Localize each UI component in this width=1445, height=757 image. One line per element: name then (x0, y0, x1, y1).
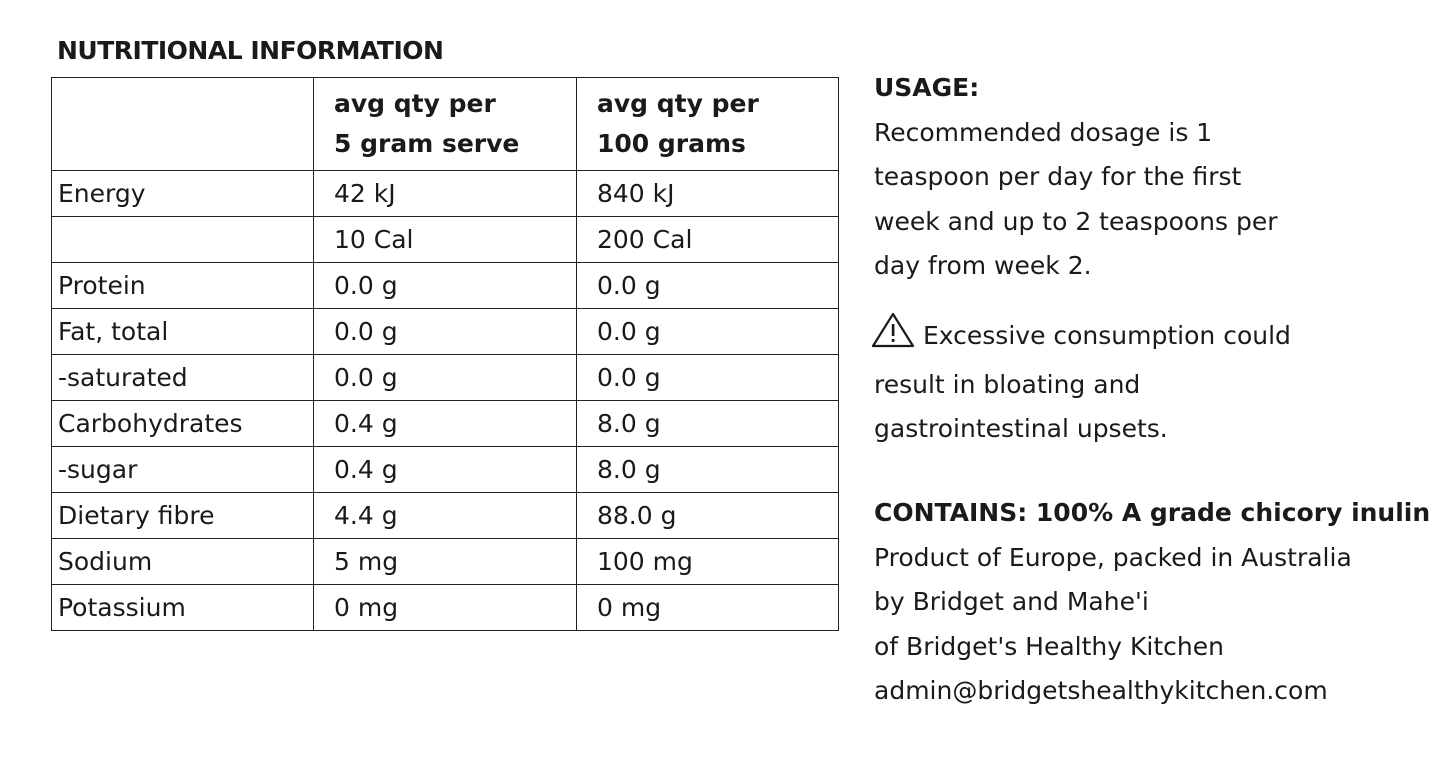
table-row (52, 401, 839, 447)
table-row (52, 539, 839, 585)
per-serve-value: 5 mg (314, 539, 577, 585)
header-per-serve (314, 78, 577, 171)
contains-line: of Bridget's Healthy Kitchen (874, 631, 1224, 661)
header-per-100g (577, 78, 839, 171)
nutrient-name: -saturated (52, 355, 314, 401)
contact-email: admin@bridgetshealthykitchen.com (874, 676, 1328, 705)
per-100g-value: 0.0 g (577, 355, 839, 401)
nutrient-name: Dietary fibre (52, 493, 314, 539)
per-serve-value: 0.0 g (314, 309, 577, 355)
page-title: NUTRITIONAL INFORMATION (57, 36, 444, 65)
header-text: 5 gram serve (334, 129, 520, 158)
warning-section (871, 312, 1291, 452)
table-row (52, 447, 839, 493)
per-100g-value: 8.0 g (577, 447, 839, 493)
nutrient-name: -sugar (52, 447, 314, 493)
usage-line: week and up to 2 teaspoons per (874, 206, 1278, 236)
per-serve-value: 0.0 g (314, 355, 577, 401)
table-row (52, 217, 839, 263)
per-100g-value: 840 kJ (577, 171, 839, 217)
nutrient-name: Energy (52, 171, 314, 217)
per-serve-value: 0.4 g (314, 401, 577, 447)
per-serve-value: 4.4 g (314, 493, 577, 539)
table-row (52, 355, 839, 401)
usage-line: Recommended dosage is 1 (874, 117, 1213, 147)
per-100g-value: 0 mg (577, 585, 839, 631)
contains-heading: CONTAINS: 100% A grade chicory inulin (874, 498, 1431, 527)
table-row (52, 493, 839, 539)
per-100g-value: 200 Cal (577, 217, 839, 263)
header-empty (52, 78, 314, 171)
warning-line: gastrointestinal upsets. (874, 414, 1168, 443)
contains-line: by Bridget and Mahe'i (874, 587, 1149, 616)
header-text: avg qty per (597, 89, 759, 118)
per-100g-value: 88.0 g (577, 493, 839, 539)
per-serve-value: 10 Cal (314, 217, 577, 263)
nutrient-name: Protein (52, 263, 314, 309)
per-serve-value: 0.4 g (314, 447, 577, 493)
nutrient-name (52, 217, 314, 263)
warning-line: result in bloating and (874, 369, 1141, 399)
table-header-row (52, 78, 839, 171)
header-text: avg qty per (334, 89, 496, 118)
contains-section (874, 491, 1430, 714)
per-serve-value: 0.0 g (314, 263, 577, 309)
per-serve-value: 0 mg (314, 585, 577, 631)
nutrient-name: Fat, total (52, 309, 314, 355)
warning-line: Excessive consumption could (923, 321, 1291, 350)
header-text: 100 grams (597, 129, 746, 158)
per-100g-value: 0.0 g (577, 263, 839, 309)
usage-line: day from week 2. (874, 251, 1092, 280)
per-100g-value: 100 mg (577, 539, 839, 585)
per-100g-value: 0.0 g (577, 309, 839, 355)
contains-line: Product of Europe, packed in Australia (874, 542, 1352, 572)
nutrient-name: Sodium (52, 539, 314, 585)
usage-section (874, 66, 1278, 289)
nutrient-name: Potassium (52, 585, 314, 631)
per-100g-value: 8.0 g (577, 401, 839, 447)
per-serve-value: 42 kJ (314, 171, 577, 217)
nutrition-table (51, 77, 839, 631)
usage-heading: USAGE: (874, 73, 980, 102)
table-row (52, 309, 839, 355)
nutrient-name: Carbohydrates (52, 401, 314, 447)
table-row (52, 585, 839, 631)
warning-triangle-icon (871, 312, 915, 363)
table-row (52, 263, 839, 309)
usage-line: teaspoon per day for the first (874, 162, 1242, 191)
table-row (52, 171, 839, 217)
